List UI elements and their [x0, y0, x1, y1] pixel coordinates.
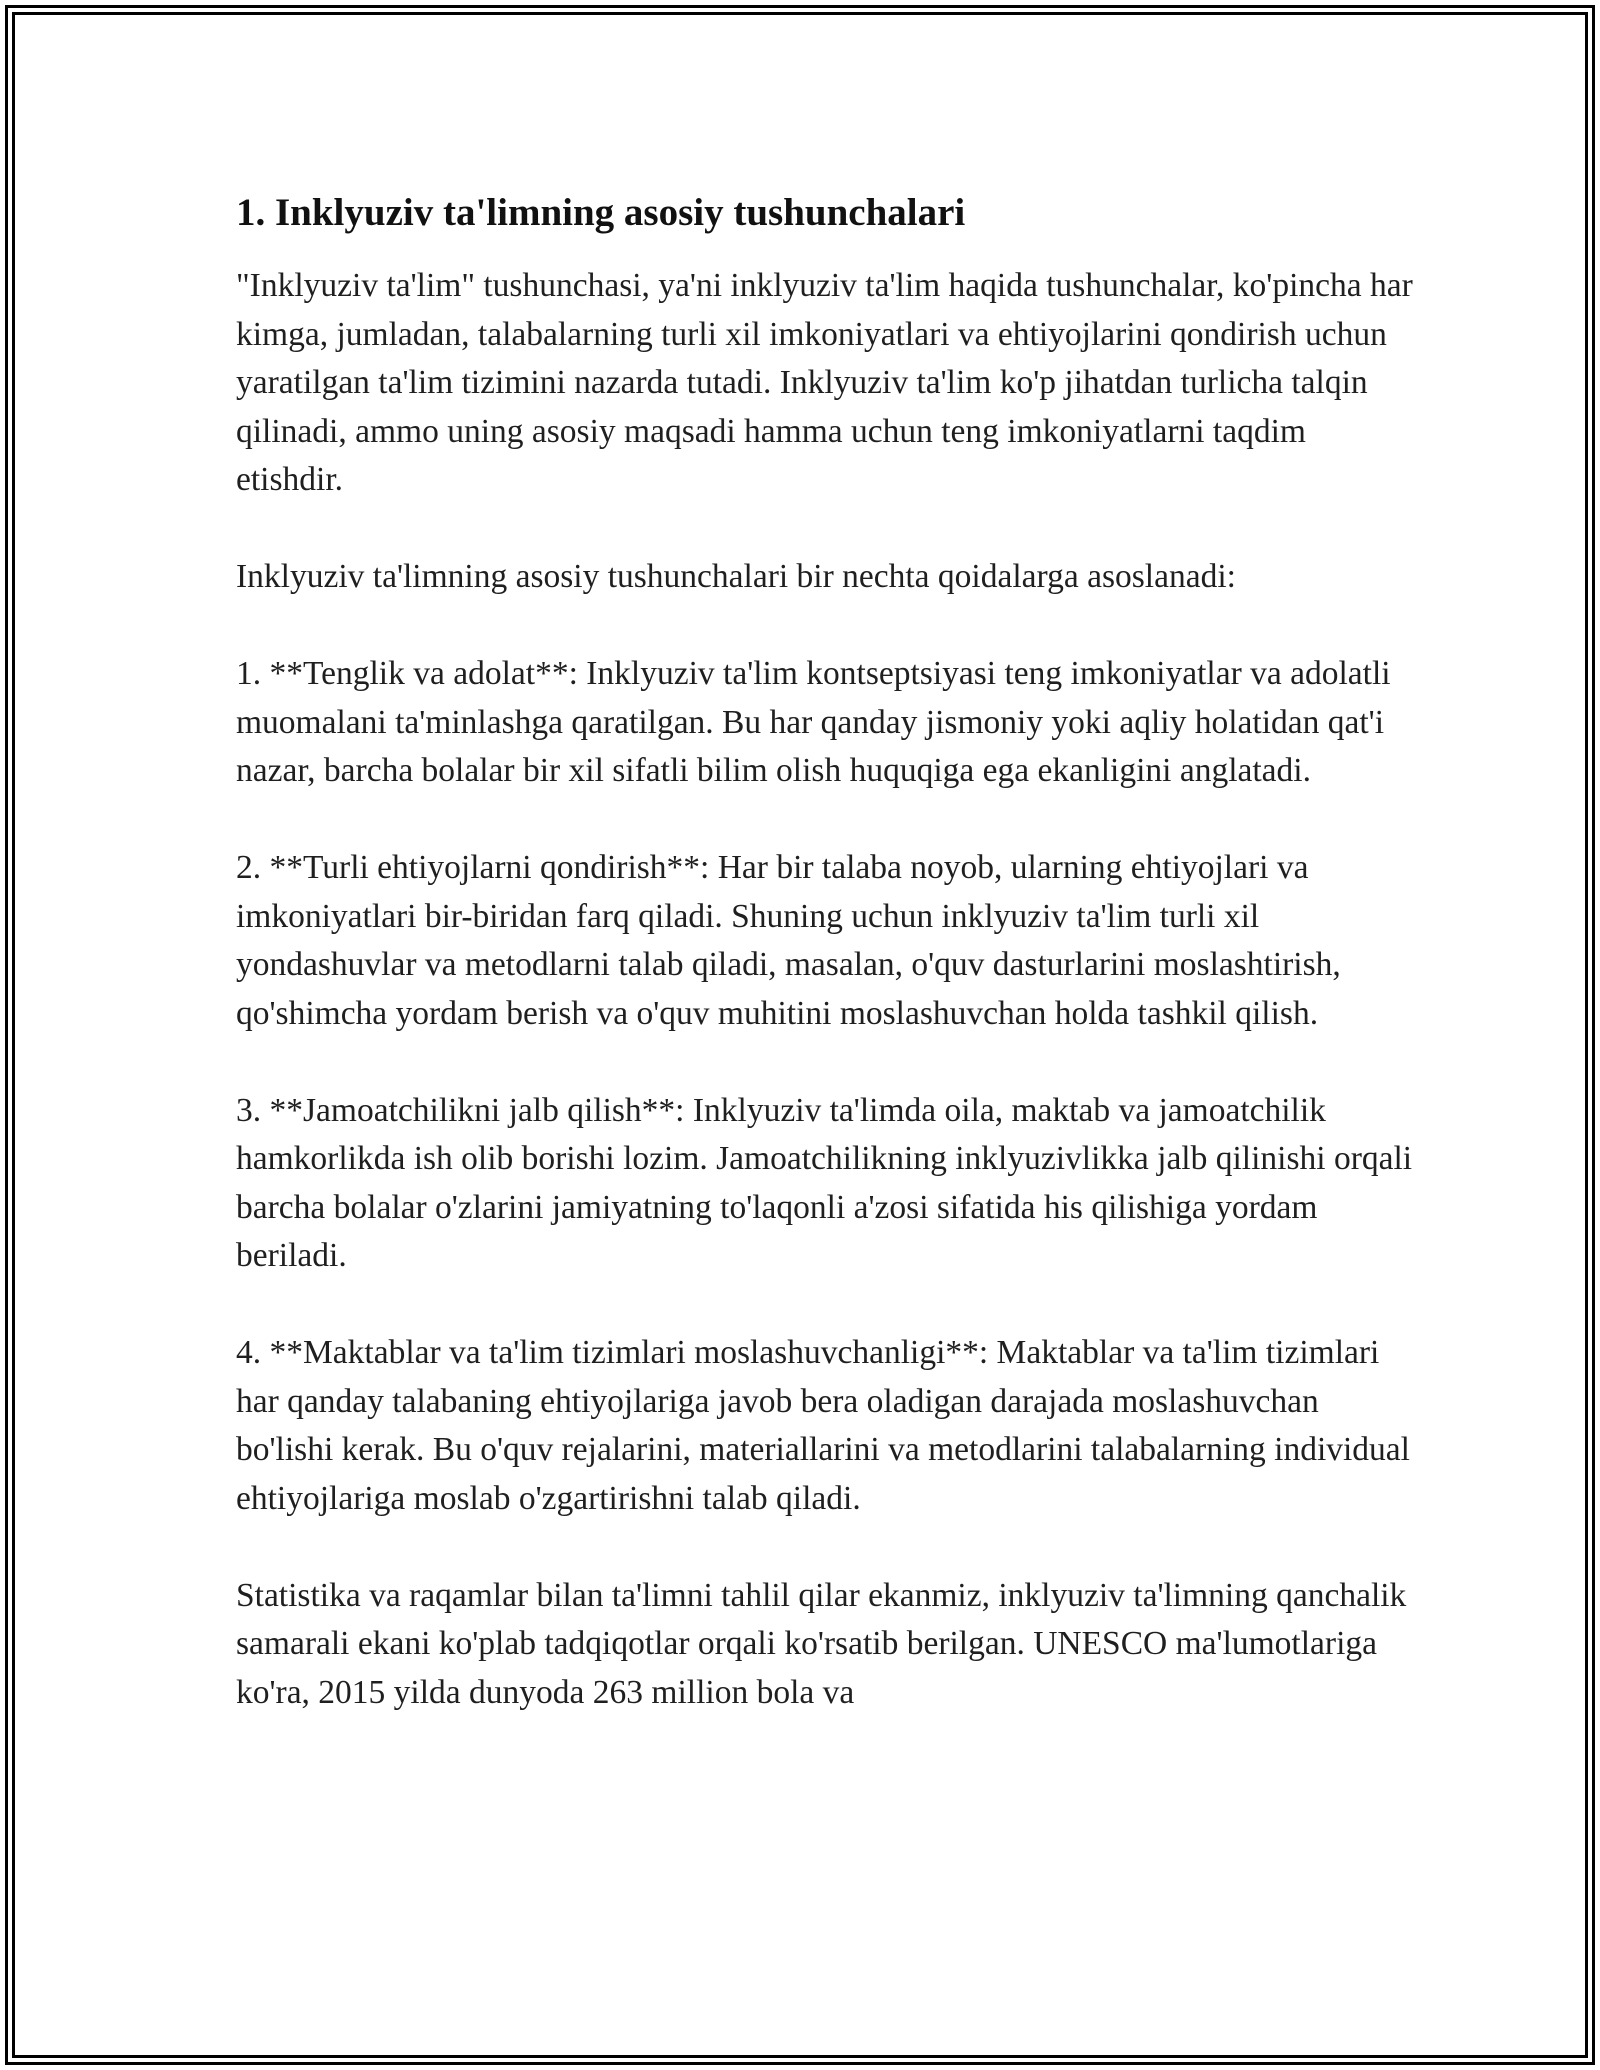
paragraph-diverse-needs: 2. **Turli ehtiyojlarni qondirish**: Har bir talaba noyob, ularning ehtiyojlari va imkoniyatlari bir-biridan farq qiladi. Shuning uchun inklyuziv ta'lim turli xil yondashuvlar va metodlarni talab qiladi, masalan, o'quv dasturlarini moslashtirish, qo'shimcha yordam berish va o'quv muhitini moslashuvchan holda tashkil qilish. — [236, 849, 1341, 1032]
section-heading: 1. Inklyuziv ta'limning asosiy tushunchalari — [236, 191, 966, 234]
paragraph-equality: 1. **Tenglik va adolat**: Inklyuziv ta'lim kontseptsiyasi teng imkoniyatlar va adolatli muomalani ta'minlashga qaratilgan. Bu har qanday jismoniy yoki aqliy holatidan qat'i nazar, barcha bolalar bir xil sifatli bilim olish huquqiga ega ekanligini anglatadi. — [236, 655, 1391, 789]
paragraph-community: 3. **Jamoatchilikni jalb qilish**: Inklyuziv ta'limda oila, maktab va jamoatchilik hamkorlikda ish olib borishi lozim. Jamoatchilikning inklyuzivlikka jalb qilinishi orqali barcha bolalar o'zlarini jamiyatning to'laqonli a'zosi sifatida his qilishiga yordam beriladi. — [236, 1091, 1413, 1274]
paragraph-flexibility: 4. **Maktablar va ta'lim tizimlari moslashuvchanligi**: Maktablar va ta'lim tizimlari har qanday talabaning ehtiyojlariga javob bera oladigan darajada moslashuvchan bo'lishi kerak. Bu o'quv rejalarini, materiallarini va metodlarini talabalarning individual ehtiyojlariga moslab o'zgartirishni talab qiladi. — [236, 1334, 1410, 1517]
document-body — [236, 186, 1416, 1717]
paragraph-statistics: Statistika va raqamlar bilan ta'limni tahlil qilar ekanmiz, inklyuziv ta'limning qanchalik samarali ekani ko'plab tadqiqotlar orqali ko'rsatib berilgan. UNESCO ma'lumotlariga ko'ra, 2015 yilda dunyoda 263 million bola va — [236, 1576, 1407, 1711]
paragraph-intro: "Inklyuziv ta'lim" tushunchasi, ya'ni inklyuziv ta'lim haqida tushunchalar, ko'pincha har kimga, jumladan, talabalarning turli xil imkoniyatlari va ehtiyojlarini qondirish uchun yaratilgan ta'lim tizimini nazarda tutadi. Inklyuziv ta'lim ko'p jihatdan turlicha talqin qilinadi, ammo uning asosiy maqsadi hamma uchun teng imkoniyatlarni taqdim etishdir. — [236, 267, 1413, 498]
paragraph-principles-lead: Inklyuziv ta'limning asosiy tushunchalari bir nechta qoidalarga asoslanadi: — [236, 558, 1236, 595]
